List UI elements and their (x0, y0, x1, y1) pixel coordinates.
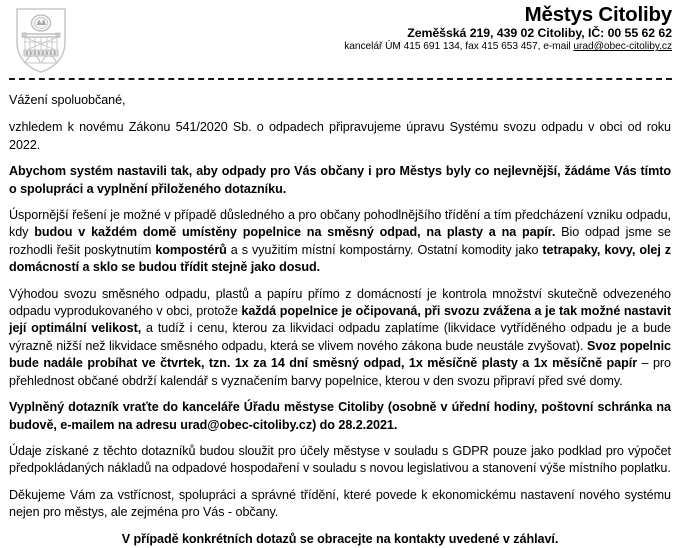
paragraph-introduction: vzhledem k novému Zákonu 541/2020 Sb. o odpadech připravujeme úpravu Systému svozu odpadu v obci od roku 2022. (9, 120, 671, 152)
letterhead (0, 0, 680, 78)
savings-text-1: Úspornější řešení je možné v případě důsledného a pro občany pohodlnějšího třídění a tím předcházení vzniku odpadu, kdy (9, 208, 671, 240)
advantage-text-2: a tudíž i cenu, kterou za likvidaci odpadu zaplatíme (likvidace vytříděného odpadu je a bude výrazně nižší než likvidace směsného odpadu, která se vlivem nového zákona bude neustále zvyšovat). (9, 321, 672, 353)
paragraph-savings (9, 207, 671, 277)
separator-wrap (0, 78, 680, 88)
paragraph-footer-contact: V případě konkrétních dotazů se obracejte na kontakty uvedené v záhlaví. (121, 531, 559, 546)
organization-contact-line (344, 41, 672, 52)
organization-name: Městys Citoliby (524, 3, 672, 26)
letter-body (0, 88, 680, 548)
savings-bold-1: budou v každém domě umístěny popelnice na směsný odpad, na plasty a na papír. (34, 225, 556, 240)
email-link[interactable]: urad@obec-citoliby.cz (573, 41, 672, 53)
savings-text-2: Bio odpad jsme se rozhodli řešit poskytnutím (9, 225, 671, 257)
letterhead-text-block (344, 4, 672, 52)
coat-of-arms-icon (14, 6, 68, 74)
greeting-line: Vážení spoluobčané, (9, 93, 126, 107)
advantage-text-1: Výhodou svozu směsného odpadu, plastů a papíru přímo z domácností je kontrola množství skutečně odvezeného odpadu vyprodukovaného v obci, protože (9, 286, 671, 319)
advantage-bold-1: každá popelnice je očipovaná, při svozu zvážena a je tak možné nastavit její optimální velikost, (9, 304, 671, 336)
paragraph-request: Abychom systém nastavili tak, aby odpady pro Vás občany i pro Městys byly co nejlevnější, žádáme Vás tímto o spolupráci a vyplnění přiloženého dotazníku. (9, 164, 671, 196)
contact-prefix-text: kancelář ÚM 415 691 134, fax 415 653 457, e-mail (344, 41, 574, 53)
paragraph-thanks: Děkujeme Vám za vstřícnost, spolupráci a správné třídění, které povede k ekonomickému nastavení nového systému nejen pro městys, ale zejména pro Vás - občany. (9, 487, 671, 520)
paragraph-advantage (9, 286, 671, 390)
advantage-text-3: – pro přehlednost občané obdrží kalendář s vyznačením barvy popelnice, kterou v den svozu připraví před své domy. (9, 356, 671, 388)
organization-address: Zeměšská 219, 439 02 Citoliby, IČ: 00 55 62 62 (407, 26, 672, 41)
savings-bold-3: tetrapaky, kovy, olej z domácností a sklo se budou třídit stejně jako dosud. (9, 242, 671, 275)
paragraph-gdpr: Údaje získané z těchto dotazníků budou sloužit pro účely městyse v souladu s GDPR pouze jako podklad pro výpočet předpokládaných nákladů na odpadové hospodaření v souladu s novou legislativou a stanovení výše místního poplatku. (9, 443, 671, 476)
dashed-divider (9, 78, 672, 80)
advantage-bold-2: Svoz popelnic bude nadále probíhat ve čtvrtek, tzn. 1x za 14 dní směsný odpad, 1x měsíčně plasty a 1x měsíčně papír (9, 338, 672, 371)
paragraph-return-instructions: Vyplněný dotazník vraťte do kanceláře Úřadu městyse Citoliby (osobně v úřední hodiny, poštovní schránka na budově, e-mailem na adresu urad@obec-citoliby.cz) do 28.2.2021. (9, 400, 671, 432)
savings-text-3: a s využitím místní kompostárny. Ostatní komodity jako (226, 242, 543, 257)
savings-bold-2: kompostérů (155, 242, 227, 257)
